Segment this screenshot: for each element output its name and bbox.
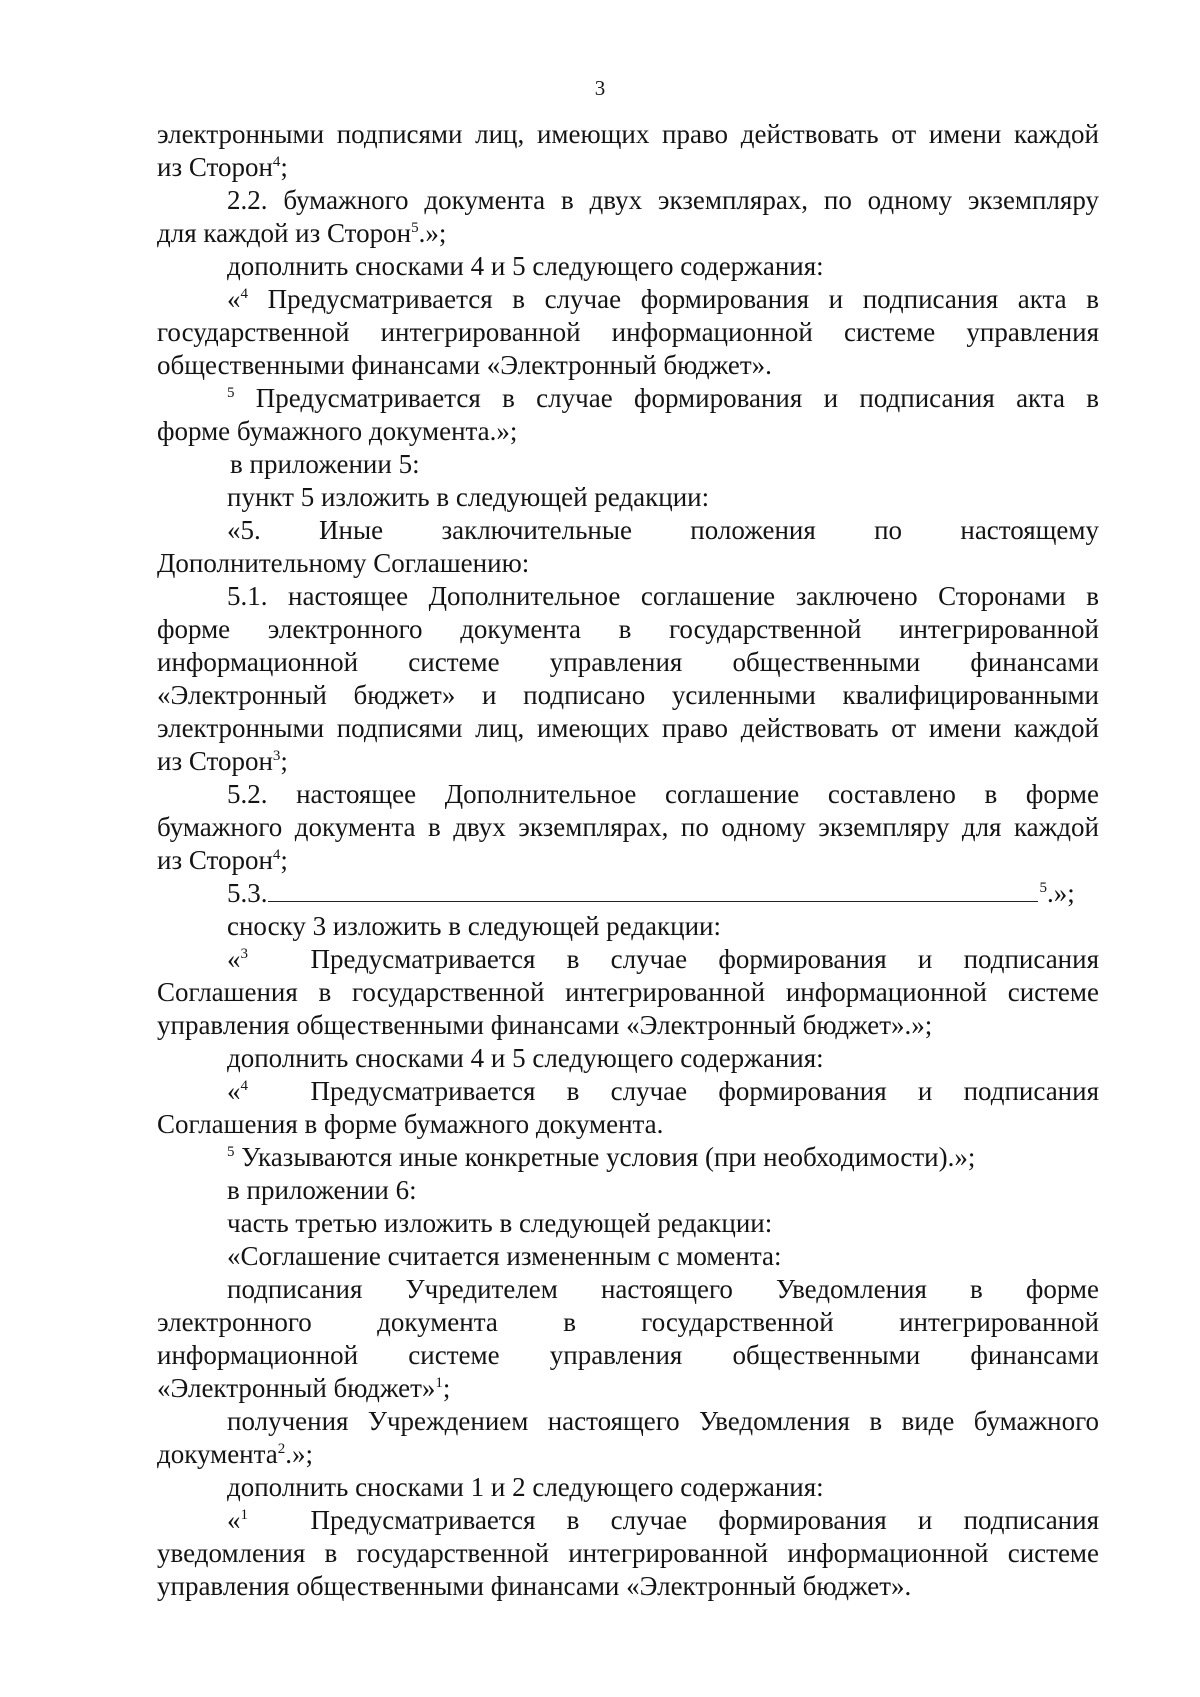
- footnote-ref: 3: [272, 748, 281, 764]
- blank-tail: $^5$.»;: [1039, 878, 1075, 908]
- footnote-ref: 1: [240, 1507, 248, 1523]
- footnote-ref: 1: [435, 1375, 443, 1391]
- footnote-ref: 4: [272, 847, 281, 863]
- text-line: часть третью изложить в следующей редакции:: [227, 1208, 773, 1238]
- footnote-ref: 5: [1039, 880, 1047, 896]
- text-line: документа$^2$.»;: [157, 1439, 314, 1469]
- text-line: дополнить сносками 4 и 5 следующего содержания:: [227, 1043, 824, 1073]
- footnote-ref: 4: [272, 154, 281, 170]
- text-line: дополнить сносками 4 и 5 следующего содержания:: [227, 251, 824, 281]
- blank-fill-line: [157, 877, 1099, 910]
- text-line: сноску 3 изложить в следующей редакции:: [227, 911, 721, 941]
- text-line: «Соглашение считается измененным с момента:: [227, 1241, 782, 1271]
- text-line: «$^4$ Предусматривается в случае формирования и подписания: [227, 1076, 1099, 1106]
- text-line: информационной системе управления общественными финансами: [157, 647, 1099, 677]
- text-line: 2.2. бумажного документа в двух экземплярах, по одному экземпляру: [227, 185, 1099, 215]
- page-number: 3: [594, 76, 606, 100]
- text-line: уведомления в государственной интегрированной информационной системе: [157, 1538, 1099, 1568]
- text-block-2: [157, 910, 1099, 1603]
- text-line: «5. Иные заключительные положения по настоящему: [227, 515, 1099, 545]
- text-line: управления общественными финансами «Электронный бюджет».: [157, 1571, 912, 1601]
- item-number: 5.3.: [227, 878, 268, 908]
- text-line: $^5$ Указываются иные конкретные условия (при необходимости).»;: [227, 1142, 976, 1172]
- text-line: из Сторон$^4$;: [157, 152, 288, 182]
- text-line: получения Учреждением настоящего Уведомления в виде бумажного: [227, 1406, 1099, 1436]
- text-line: общественными финансами «Электронный бюджет».: [157, 350, 772, 380]
- text-line: для каждой из Сторон$^5$.»;: [157, 218, 447, 248]
- text-block-1: [157, 118, 1099, 877]
- text-line: Соглашения в форме бумажного документа.: [157, 1109, 664, 1139]
- footnote-ref: 3: [240, 946, 248, 962]
- text-line: форме бумажного документа.»;: [157, 416, 518, 446]
- footnote-ref: 5: [227, 1144, 235, 1160]
- document-body: [157, 118, 1099, 1603]
- text-line: форме электронного документа в государственной интегрированной: [157, 614, 1099, 644]
- text-line: в приложении 6:: [227, 1175, 417, 1205]
- text-line: «$^1$ Предусматривается в случае формирования и подписания: [227, 1505, 1099, 1535]
- footnote-ref: 4: [240, 1078, 248, 1094]
- blank-underline: [268, 879, 1038, 902]
- text-line: электронного документа в государственной интегрированной: [157, 1307, 1099, 1337]
- text-line: бумажного документа в двух экземплярах, по одному экземпляру для каждой: [157, 812, 1099, 842]
- text-line: в приложении 5:: [230, 449, 420, 479]
- text-line: электронными подписями лиц, имеющих право действовать от имени каждой: [157, 713, 1099, 743]
- text-line: 5.1. настоящее Дополнительное соглашение заключено Сторонами в: [227, 581, 1099, 611]
- footnote-ref: 5: [227, 385, 235, 401]
- text-line: из Сторон$^3$;: [157, 746, 288, 776]
- text-line: «$^4$ Предусматривается в случае формирования и подписания акта в: [227, 284, 1099, 314]
- footnote-ref: 4: [240, 286, 248, 302]
- text-line: $^5$ Предусматривается в случае формирования и подписания акта в: [227, 383, 1099, 413]
- text-line: управления общественными финансами «Электронный бюджет».»;: [157, 1010, 933, 1040]
- text-line: Дополнительному Соглашению:: [157, 548, 530, 578]
- text-line: информационной системе управления общественными финансами: [157, 1340, 1099, 1370]
- text-line: подписания Учредителем настоящего Уведомления в форме: [227, 1274, 1099, 1304]
- text-line: 5.2. настоящее Дополнительное соглашение составлено в форме: [227, 779, 1099, 809]
- text-line: из Сторон$^4$;: [157, 845, 288, 875]
- text-line: «Электронный бюджет» и подписано усиленными квалифицированными: [157, 680, 1099, 710]
- text-line: Соглашения в государственной интегрированной информационной системе: [157, 977, 1099, 1007]
- footnote-ref: 5: [411, 220, 419, 236]
- text-line: «Электронный бюджет»$^1$;: [157, 1373, 451, 1403]
- footnote-ref: 2: [277, 1441, 286, 1457]
- text-line: «$^3$ Предусматривается в случае формирования и подписания: [227, 944, 1099, 974]
- text-line: дополнить сносками 1 и 2 следующего содержания:: [227, 1472, 824, 1502]
- text-line: пункт 5 изложить в следующей редакции:: [227, 482, 710, 512]
- text-line: государственной интегрированной информационной системе управления: [157, 317, 1099, 347]
- text-line: электронными подписями лиц, имеющих право действовать от имени каждой: [157, 119, 1099, 149]
